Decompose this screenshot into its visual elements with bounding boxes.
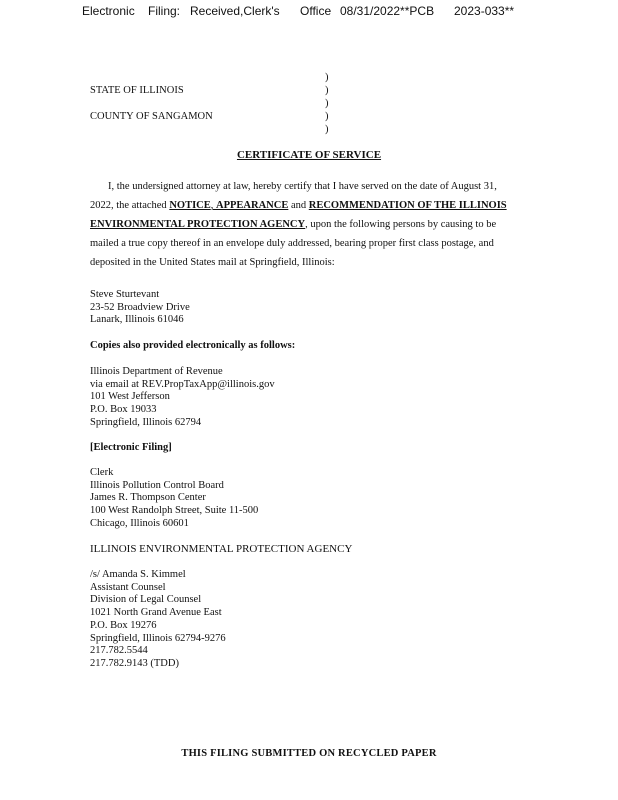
address-line: Illinois Pollution Control Board [90, 479, 224, 491]
caption-state: STATE OF ILLINOIS [90, 85, 184, 96]
address-line: 101 West Jefferson [90, 391, 170, 403]
stamp-electronic: Electronic [82, 4, 135, 18]
stamp-case-number: 2023-033** [454, 4, 515, 18]
address-line: Springfield, Illinois 62794 [90, 416, 202, 428]
email-address: via email at REV.PropTaxApp@illinois.gov [90, 378, 275, 390]
caption-paren: ) [325, 111, 329, 122]
stamp-filing: Filing: [148, 4, 181, 18]
electronic-filing-heading: [Electronic Filing] [90, 442, 172, 453]
signature-line: Assistant Counsel [90, 581, 166, 593]
stamp-date: 08/31/2022**PCB [340, 4, 435, 18]
address-line: 23-52 Broadview Drive [90, 301, 190, 313]
signature-line: 217.782.5544 [90, 645, 148, 657]
address-line: P.O. Box 19033 [90, 404, 157, 416]
address-line: Clerk [90, 467, 114, 478]
address-line: James R. Thompson Center [90, 492, 206, 504]
doc-recommendation: RECOMMENDATION OF THE ILLINOIS [308, 200, 507, 211]
paragraph-line: mailed a true copy thereof in an envelope duly addressed, bearing proper first class postage, and [90, 238, 494, 249]
recipient-address-3 [90, 467, 258, 531]
address-line: Lanark, Illinois 61046 [90, 314, 184, 326]
paragraph-line [90, 200, 507, 211]
caption-paren: ) [325, 85, 329, 96]
paragraph-text: , upon the following persons by causing to be [305, 219, 497, 230]
doc-agency: ENVIRONMENTAL PROTECTION AGENCY [90, 219, 306, 230]
paragraph-line [90, 219, 496, 230]
document-title: CERTIFICATE OF SERVICE [236, 149, 382, 161]
signature-line: P.O. Box 19276 [90, 619, 157, 631]
paragraph-text: 2022, the attached [90, 200, 170, 211]
paragraph-text: and [288, 200, 309, 211]
paragraph-line: deposited in the United States mail at Springfield, Illinois: [90, 257, 335, 268]
doc-notice: NOTICE [169, 200, 211, 211]
recycled-paper-footer: THIS FILING SUBMITTED ON RECYCLED PAPER [181, 748, 437, 759]
address-line: Chicago, Illinois 60601 [90, 517, 189, 529]
paragraph-line: I, the undersigned attorney at law, hereby certify that I have served on the date of August 31, [108, 181, 497, 192]
caption-county: COUNTY OF SANGAMON [90, 111, 213, 122]
caption-paren: ) [325, 98, 329, 109]
address-line: 100 West Randolph Street, Suite 11-500 [90, 505, 259, 517]
signature-line: 217.782.9143 (TDD) [90, 657, 179, 669]
signature-line: 1021 North Grand Avenue East [90, 607, 222, 619]
address-line: Steve Sturtevant [90, 289, 160, 300]
signature-line: Springfield, Illinois 62794-9276 [90, 632, 226, 644]
recipient-address-2 [90, 366, 275, 430]
caption-paren: ) [325, 124, 329, 135]
signature-block [90, 569, 226, 671]
recipient-address-1 [90, 289, 190, 327]
signature-line: Division of Legal Counsel [90, 594, 202, 606]
address-line: Illinois Department of Revenue [90, 366, 223, 377]
stamp-received: Received,Clerk's [190, 4, 280, 18]
doc-appearance: APPEARANCE [216, 200, 289, 211]
caption-paren: ) [325, 72, 329, 83]
stamp-office: Office [300, 4, 332, 18]
signature-line: /s/ Amanda S. Kimmel [90, 569, 186, 580]
paragraph-text: , [210, 200, 216, 211]
copies-heading: Copies also provided electronically as follows: [90, 340, 296, 351]
agency-heading: ILLINOIS ENVIRONMENTAL PROTECTION AGENCY [90, 543, 353, 555]
